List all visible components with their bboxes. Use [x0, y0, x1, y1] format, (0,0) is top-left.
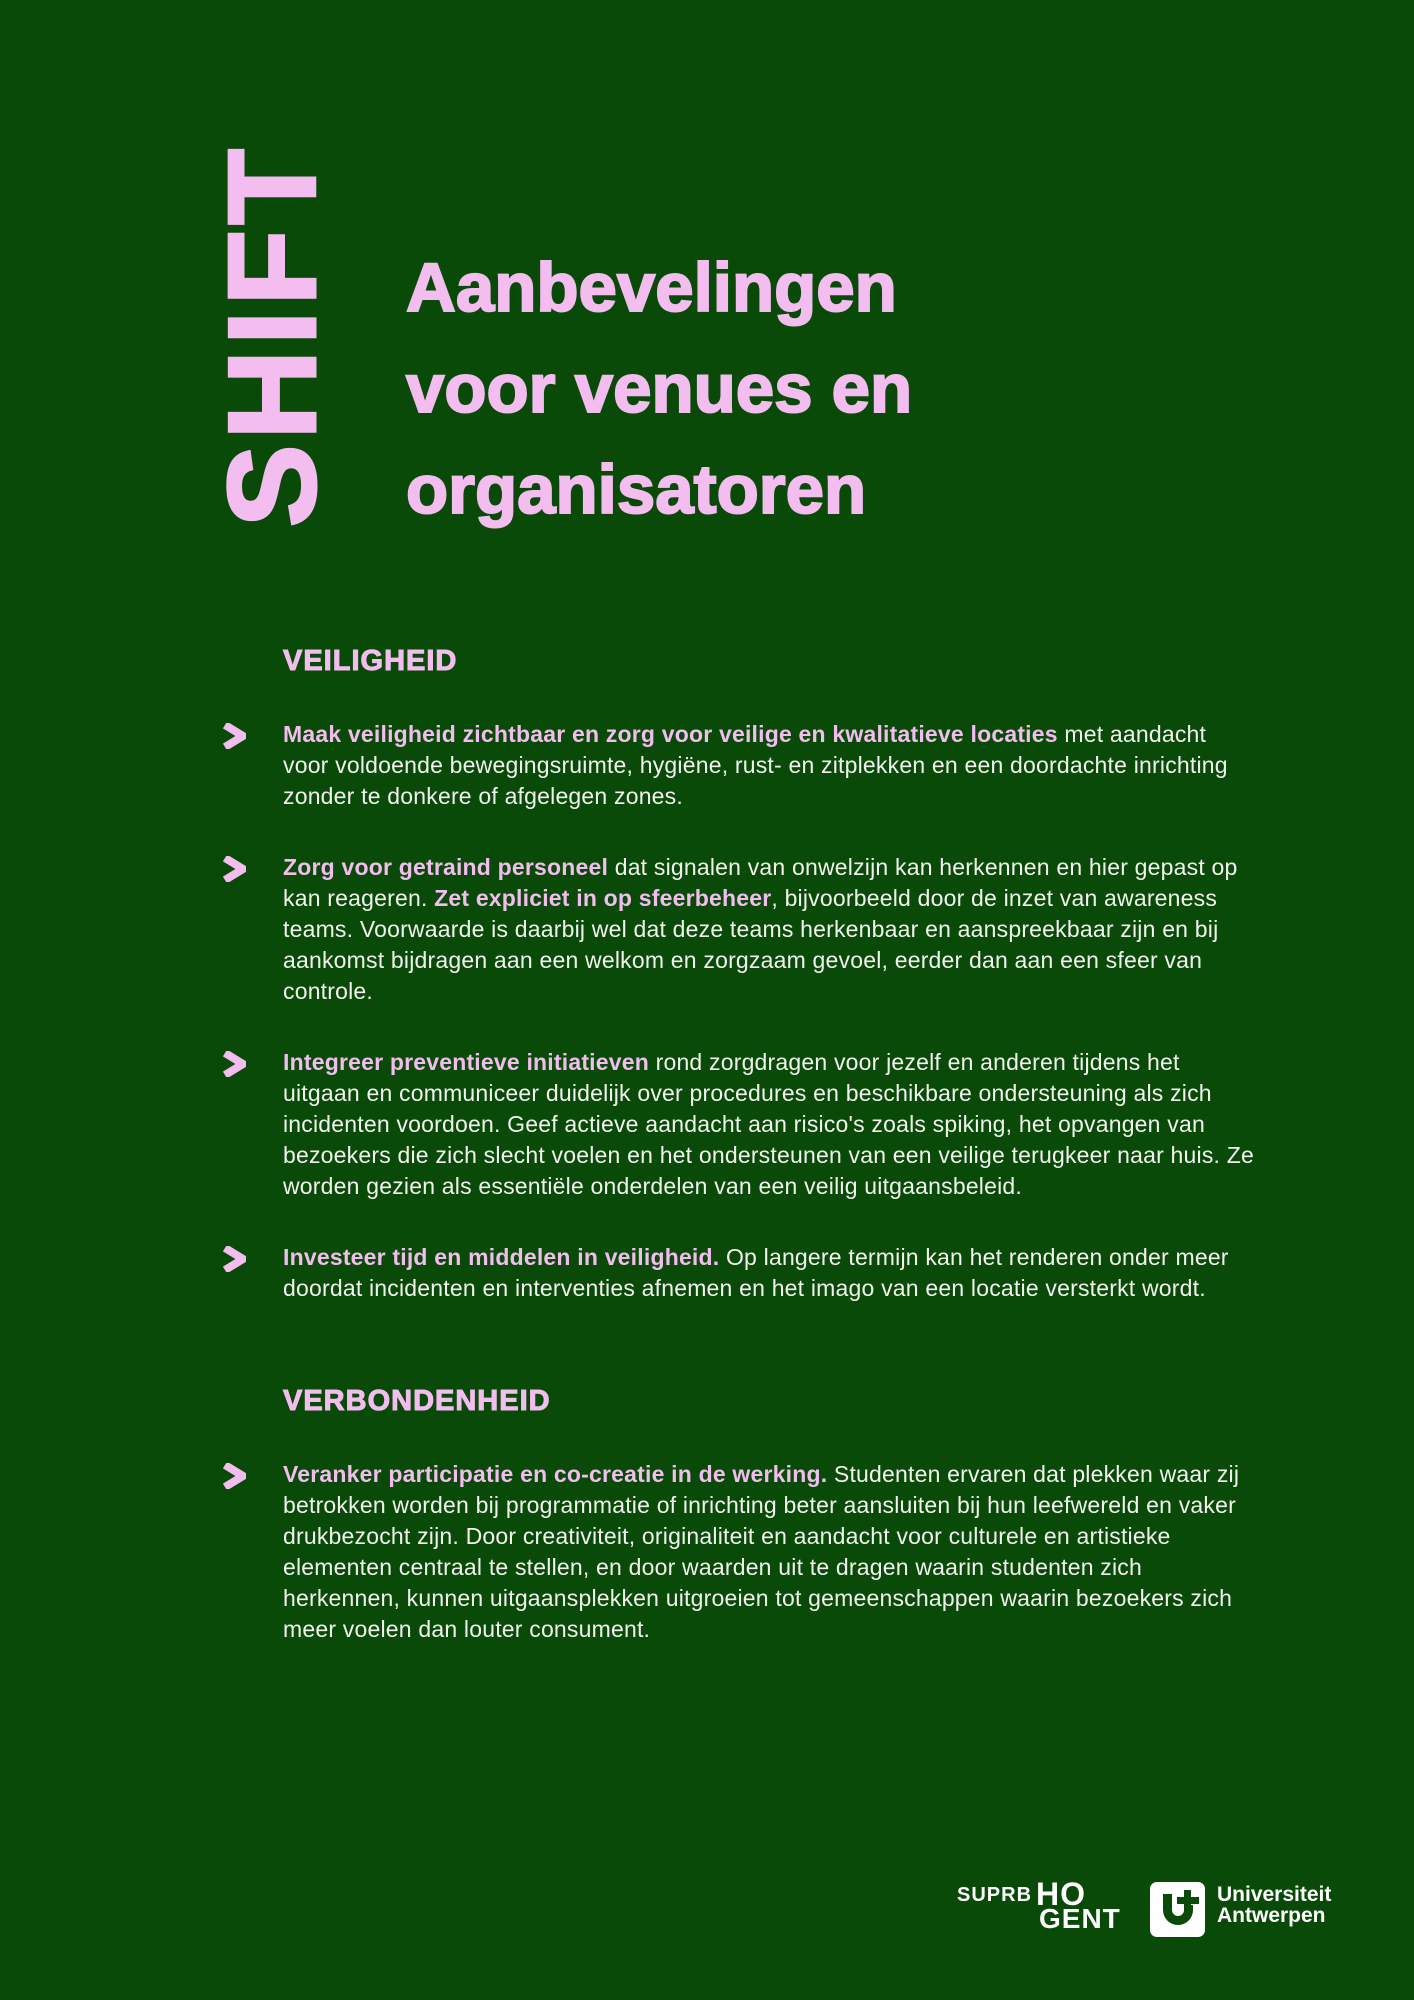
chevron-right-icon: [222, 1463, 246, 1489]
bullet-text: [283, 852, 1258, 1007]
hogent-logo-line1: HO: [1036, 1876, 1086, 1912]
page-title: [406, 237, 912, 540]
university-antwerpen-name-line1: Universiteit: [1217, 1883, 1332, 1906]
section: [222, 1386, 1297, 1685]
section: [222, 646, 1297, 1344]
bullet-lead-text: Zorg voor getraind personeel: [283, 854, 609, 880]
bullet-lead-text: Maak veiligheid zichtbaar en zorg voor veilige en kwalitatieve locaties: [283, 721, 1058, 747]
bullet-body-text: Op langere termijn kan het renderen onder meer doordat incidenten en interventies afnemen en het imago van een locatie versterkt wordt.: [283, 1244, 1229, 1301]
bullet-body-text: Studenten ervaren dat plekken waar zij betrokken worden bij programmatie of inrichting beter aansluiten bij hun leefwereld en vaker drukbezocht zijn. Door creativiteit, originaliteit en aandacht voor culturele en artistieke elementen centraal te stellen, en door waarden uit te dragen waarin studenten zich herkennen, kunnen uitgaansplekken uitgroeien tot gemeenschappen waarin bezoekers zich meer voelen dan louter consument.: [283, 1461, 1240, 1642]
bullet-lead-text: Zet expliciet in op sfeerbeheer: [434, 885, 772, 911]
suprb-logo: SUPRB: [957, 1884, 1033, 1906]
bullet-lead-text: Investeer tijd en middelen in veiligheid.: [283, 1244, 720, 1270]
chevron-right-icon: [222, 1246, 246, 1272]
bullet-body-text: rond zorgdragen voor jezelf en anderen tijdens het uitgaan en communiceer duidelijk over procedures en beschikbare ondersteuning als zich incidenten voordoen. Geef actieve aandacht aan risico's zoals spiking, het opvangen van bezoekers die zich slecht voelen en het ondersteunen van een veilige terugkeer naar huis. Ze worden gezien als essentiële onderdelen van een veilig uitgaansbeleid.: [283, 1049, 1254, 1199]
section-heading: VERBONDENHEID: [283, 1385, 551, 1417]
university-antwerpen-mark-icon: [1150, 1882, 1205, 1937]
university-antwerpen-name: [1217, 1884, 1331, 1926]
shift-logo: [204, 144, 342, 532]
chevron-right-icon: [222, 1051, 246, 1077]
bullet-row: [222, 719, 1297, 812]
sections: [222, 646, 1297, 1685]
university-antwerpen-name-line2: Antwerpen: [1217, 1904, 1326, 1927]
bullet-body-text: met aandacht voor voldoende bewegingsruimte, hygiëne, rust- en zitplekken en een doordachte inrichting zonder te donkere of afgelegen zones.: [283, 721, 1228, 809]
chevron-right-icon: [222, 723, 246, 749]
bullet-list: [222, 1459, 1297, 1645]
page-title-line: organisatoren: [406, 451, 867, 528]
bullet-text: [283, 1242, 1258, 1304]
shift-logo-text: SHIFT: [204, 144, 342, 528]
bullet-text: [283, 1459, 1258, 1645]
bullet-list: [222, 719, 1297, 1304]
bullet-row: [222, 1047, 1297, 1202]
hogent-logo: [1036, 1876, 1121, 1934]
page-title-line: voor venues en: [406, 350, 913, 427]
bullet-row: [222, 1242, 1297, 1304]
bullet-lead-text: Integreer preventieve initiatieven: [283, 1049, 649, 1075]
bullet-body-text: dat signalen van onwelzijn kan herkennen en hier gepast op kan reageren.: [283, 854, 1238, 911]
bullet-row: [222, 852, 1297, 1007]
section-heading: VEILIGHEID: [283, 645, 458, 677]
hogent-logo-line2: GENT: [1039, 1903, 1121, 1934]
bullet-text: [283, 719, 1258, 812]
page-title-line: Aanbevelingen: [406, 249, 897, 326]
chevron-right-icon: [222, 856, 246, 882]
bullet-lead-text: Veranker participatie en co-creatie in de werking.: [283, 1461, 828, 1487]
bullet-text: [283, 1047, 1258, 1202]
bullet-row: [222, 1459, 1297, 1645]
bullet-body-text: , bijvoorbeeld door de inzet van awareness teams. Voorwaarde is daarbij wel dat deze teams herkenbaar en aanspreekbaar zijn en bij aankomst bijdragen aan een welkom en zorgzaam gevoel, eerder dan aan een sfeer van controle.: [283, 885, 1219, 1004]
